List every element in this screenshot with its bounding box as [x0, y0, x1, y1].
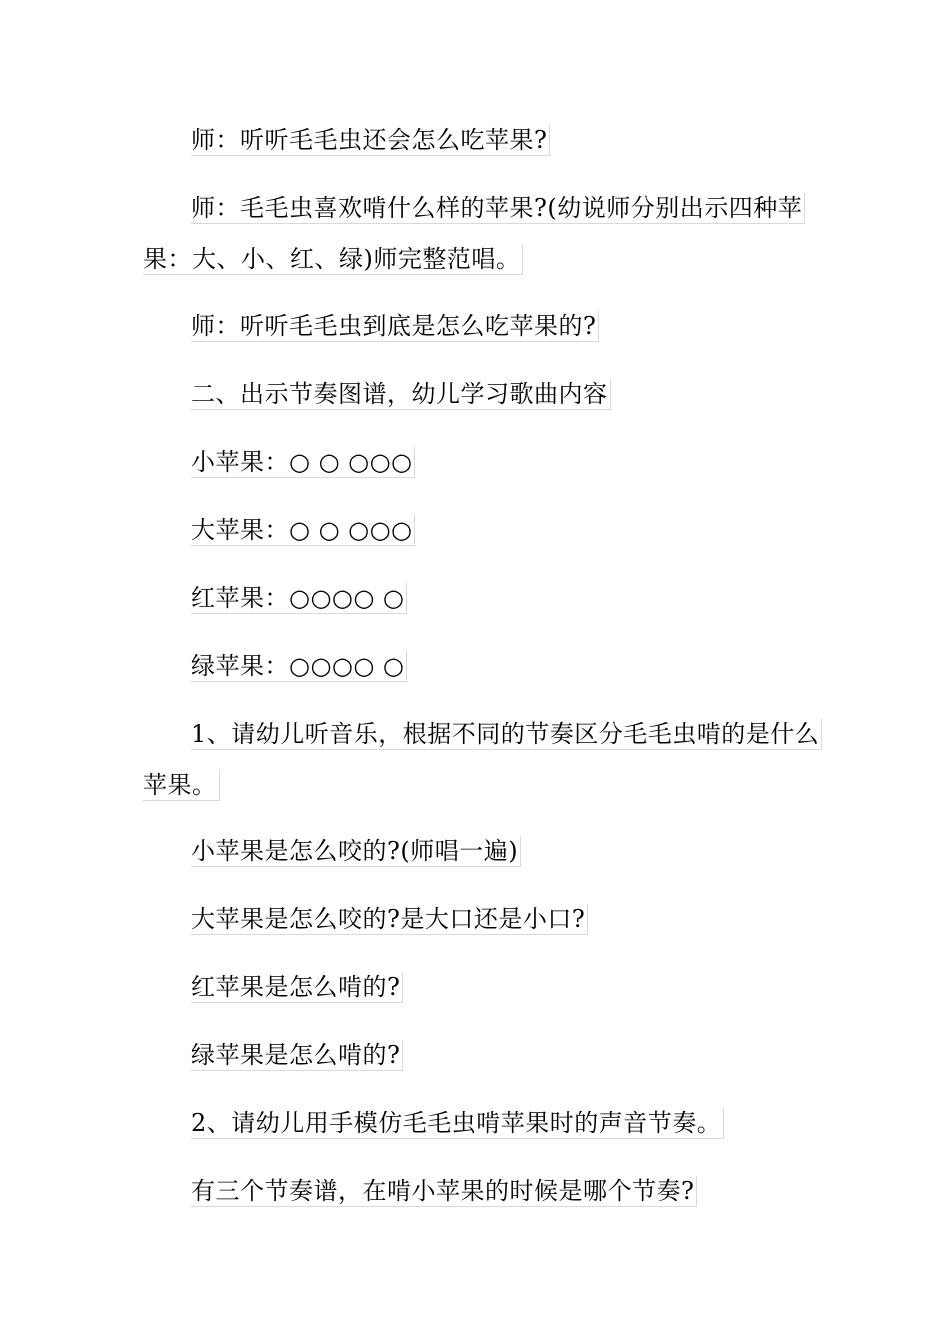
- paragraph-final: [143, 1166, 697, 1217]
- paragraph-1: [143, 115, 550, 166]
- heading-text: 二、出示节奏图谱，幼儿学习歌曲内容: [191, 379, 611, 410]
- paragraph-text: 2、请幼儿用手模仿毛毛虫啃苹果时的声音节奏。: [191, 1108, 724, 1139]
- paragraph-question-3: [143, 962, 403, 1013]
- paragraph-question-2: [143, 894, 588, 945]
- paragraph-text: 红苹果是怎么啃的?: [191, 972, 403, 1003]
- paragraph-text: 师：毛毛虫喜欢啃什么样的苹果?(幼说师分别出示四种苹: [191, 193, 805, 224]
- paragraph-step-2: [143, 1098, 724, 1149]
- paragraph-question-4: [143, 1030, 403, 1081]
- rhythm-text: 小苹果：○ ○ ○○○: [191, 447, 415, 478]
- paragraph-text: 1、请幼儿听音乐，根据不同的节奏区分毛毛虫啃的是什么: [191, 719, 822, 750]
- paragraph-text: 小苹果是怎么咬的?(师唱一遍): [191, 836, 521, 867]
- paragraph-text: 苹果。: [143, 770, 220, 801]
- rhythm-text: 绿苹果：○○○○ ○: [191, 651, 407, 682]
- paragraph-question-1: [143, 826, 521, 877]
- paragraph-text: 绿苹果是怎么啃的?: [191, 1040, 403, 1071]
- section-heading: [143, 369, 611, 420]
- paragraph-text: 大苹果是怎么咬的?是大口还是小口?: [191, 904, 588, 935]
- rhythm-small-apple: [143, 437, 415, 488]
- paragraph-3: [143, 301, 599, 352]
- rhythm-text: 大苹果：○ ○ ○○○: [191, 515, 415, 546]
- rhythm-text: 红苹果：○○○○ ○: [191, 583, 407, 614]
- paragraph-2: [143, 183, 805, 285]
- paragraph-step-1: [143, 709, 822, 811]
- paragraph-text: 果：大、小、红、绿)师完整范唱。: [143, 244, 523, 275]
- paragraph-text: 师：听听毛毛虫到底是怎么吃苹果的?: [191, 311, 599, 342]
- paragraph-text: 师：听听毛毛虫还会怎么吃苹果?: [191, 125, 550, 156]
- paragraph-text: 有三个节奏谱，在啃小苹果的时候是哪个节奏?: [191, 1176, 697, 1207]
- rhythm-green-apple: [143, 641, 407, 692]
- rhythm-red-apple: [143, 573, 407, 624]
- rhythm-big-apple: [143, 505, 415, 556]
